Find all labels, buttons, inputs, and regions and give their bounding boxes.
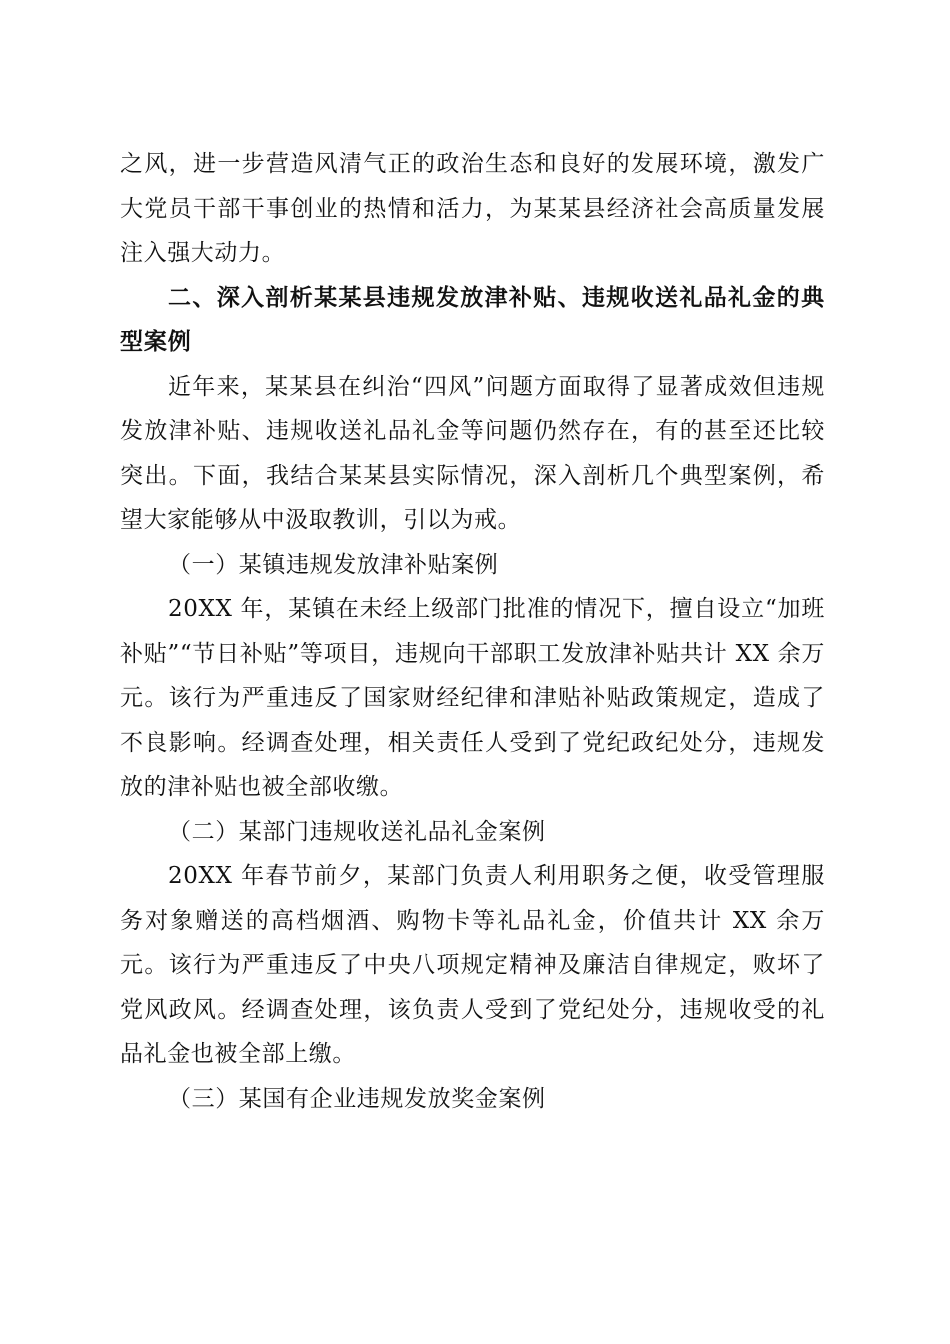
paragraph-intro-tail: 之风，进一步营造风清气正的政治生态和良好的发展环境，激发广大党员干部干事创业的热情和活力，为某某县经济社会高质量发展注入强大动力。 — [120, 151, 825, 266]
paragraph-case-1: 20XX 年，某镇在未经上级部门批准的情况下，擅自设立“加班补贴”“节日补贴”等项目，违规向干部职工发放津补贴共计 XX 余万元。该行为严重违反了国家财经纪律和津贴补贴政策规定，造成了不良影响。经调查处理，相关责任人受到了党纪政纪处分，违规发放的津补贴也被全部收缴。 — [120, 596, 825, 800]
case-2-heading: （二）某部门违规收送礼品礼金案例 — [168, 818, 546, 845]
paragraph-section-2-intro: 近年来，某某县在纠治“四风”问题方面取得了显著成效但违规发放津补贴、违规收送礼品礼金等问题仍然存在，有的甚至还比较突出。下面，我结合某某县实际情况，深入剖析几个典型案例，希望大家能够从中汲取教训，引以为戒。 — [120, 373, 825, 533]
case-3-heading: （三）某国有企业违规发放奖金案例 — [168, 1085, 546, 1112]
paragraph-case-2: 20XX 年春节前夕，某部门负责人利用职务之便，收受管理服务对象赠送的高档烟酒、购物卡等礼品礼金，价值共计 XX 余万元。该行为严重违反了中央八项规定精神及廉洁自律规定，败坏了党风政风。经调查处理，该负责人受到了党纪处分，违规收受的礼品礼金也被全部上缴。 — [120, 863, 825, 1067]
section-heading-2: 二、深入剖析某某县违规发放津补贴、违规收送礼品礼金的典型案例 — [120, 284, 825, 355]
document-page — [120, 142, 825, 1121]
case-1-heading: （一）某镇违规发放津补贴案例 — [168, 551, 499, 578]
